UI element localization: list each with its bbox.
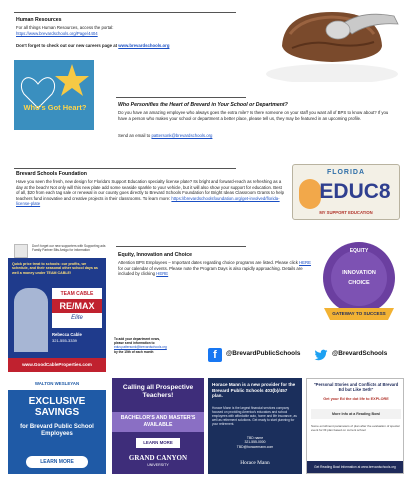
gcu-headline: Calling all Prospective Teachers! xyxy=(122,384,194,399)
equity-heading: Equity, Innovation and Choice xyxy=(118,252,192,258)
divider xyxy=(116,246,246,247)
agent-photo xyxy=(14,288,48,352)
divider xyxy=(14,12,236,13)
careers-link[interactable]: www.brevardschools.org xyxy=(118,43,170,48)
plate-footer: MY SUPPORT EDUCATION xyxy=(319,210,373,215)
agent-phone: 321-555-3339 xyxy=(52,338,77,343)
submit-note: To add your department news, please send information to eduv.pattersonk@brevardschools.org by the 15th of each month xyxy=(114,337,206,354)
agent-name: Rebecca Cable xyxy=(52,332,82,337)
flyer-line3: More Info at a Reading Bowl xyxy=(311,409,401,419)
plate-state: FLORIDA xyxy=(326,169,366,176)
flyer-body: Some enrollment parameters of plan after the evaluation of special event for fill plan based on current school xyxy=(311,424,400,432)
walton-learn-more-button[interactable]: LEARN MORE xyxy=(26,456,88,468)
badge-innovation-text: INNOVATION xyxy=(342,270,376,276)
flyer-line2: Get your Ed the dot life to EXPLORE xyxy=(323,397,389,401)
hr-text: For all things Human Resources, access the portal: xyxy=(16,25,114,30)
submit-email-link[interactable]: eduv.pattersonk@brevardschools.org xyxy=(114,345,167,350)
heart-send: Send an email to pattersonk@brevardschools.org xyxy=(118,133,213,138)
badge-banner-text: GATEWAY TO SUCCESS xyxy=(332,311,386,316)
facebook-icon[interactable]: f xyxy=(208,348,222,362)
heart-badge-text: Who's Got Heart? xyxy=(23,103,87,112)
supporters-note: Don't forget our new supporters with Supporting ads Family Partner Bits Amigo for information xyxy=(32,244,106,253)
divider xyxy=(116,97,246,98)
equity-badge xyxy=(316,238,402,332)
horace-mann-ad[interactable] xyxy=(208,378,302,474)
horace-contact: TBD name 321-555-0000 TBD@horacemann.com xyxy=(236,436,274,449)
horace-headline: Horace Mann is a new provider for the Brevard Public Schools 403(b)/457 plan. xyxy=(212,382,296,399)
realtor-site[interactable]: www.GoodCableProperties.com xyxy=(8,358,106,372)
horace-body: Horace Mann is the largest financial services company focused on providing America's educators and school employees with affordable auto, home and life insurance, as well as retirement solutions. Get ready to start planning for your retirement. xyxy=(212,406,297,426)
foundation-link[interactable]: https://brevardschoolsfoundation.org/get-involved/florida-license-plate xyxy=(16,195,280,207)
heart-email-link[interactable]: pattersonk@brevardschools.org xyxy=(151,133,213,138)
heart-heading: Who Personifies the Heart of Brevard in Your School or Department? xyxy=(118,102,288,108)
equity-here-link-1[interactable]: HERE xyxy=(299,260,311,265)
careers-line: Don't forget to check out our new careers page at www.brevardschools.org xyxy=(16,43,170,48)
foundation-body: Have you seen the fresh, new design for Florida's Support Education specialty license plate? Its bright and forward-reach as refreshing as a day at the beach! Not only will this new plate add some seaside sparkle to your vehicle, but it will also show your support for education. Best of all, $20 from each tag sale or renewal in our county goes directly to Brevard Schools Foundation for Bright Ideas Classroom Grants to help teachers fund innovative and creative projects in their classrooms. To learn more: https://brevardschoolsfoundation.org/get-involved/florida-license-plate xyxy=(16,179,284,207)
license-plate-image xyxy=(292,164,400,220)
horace-brand: Horace Mann xyxy=(240,460,270,466)
twitter-handle[interactable]: @BrevardSchools xyxy=(332,350,388,357)
heart-badge xyxy=(14,60,94,130)
walton-headline: EXCLUSIVE SAVINGS xyxy=(28,396,86,418)
plate-text: EDUC8 xyxy=(319,180,391,203)
gcu-band: BACHELOR'S AND MASTER'S AVAILABLE xyxy=(112,412,204,432)
gcu-learn-more-button[interactable]: LEARN MORE xyxy=(136,438,180,448)
equity-body: Attention BPS Employees – Important dates regarding choice programs are listed. Please click HERE for our calendar of events. Please note the Program Days is also rapidly approaching. Details are included by clicking HERE xyxy=(118,260,311,277)
hr-heading: Human Resources xyxy=(16,17,62,23)
badge-top-text: EQUITY xyxy=(349,248,369,254)
divider xyxy=(14,168,236,169)
reading-flyer-ad[interactable] xyxy=(306,378,404,474)
foundation-heading: Brevard Schools Foundation xyxy=(16,171,87,177)
realtor-logo: TEAM CABLE RE/MAX Elite xyxy=(52,288,102,328)
flyer-headline: "Personal Stories and Conflicts at Brevard Ed but Like Seth" xyxy=(313,382,399,392)
ice-cream-image xyxy=(262,4,402,82)
star-icon xyxy=(14,60,94,130)
facebook-handle[interactable]: @BrevardPublicSchools xyxy=(226,350,301,357)
realtor-tagline: Quick price treat to schools: our profits, we schedule, and their seasonal other school days as well a money under TEAM CABLE! xyxy=(12,262,98,275)
gcu-brand-sub: UNIVERSITY xyxy=(147,463,169,467)
walton-sub: for Brevard Public School Employees xyxy=(20,424,94,437)
hr-link[interactable]: https://www.brevardschools.org/Page/4404 xyxy=(16,31,98,36)
badge-choice-text: CHOICE xyxy=(348,280,370,286)
realtor-ad[interactable] xyxy=(8,258,106,372)
equity-here-link-2[interactable]: HERE xyxy=(156,271,169,277)
gcu-brand: GRAND CANYON xyxy=(128,454,188,462)
twitter-icon[interactable] xyxy=(314,348,328,362)
flyer-footer: Get Reading Bowl Information at www.brevardschools.org xyxy=(307,461,403,473)
walton-brand: WALTON WESLEYAN xyxy=(8,378,106,390)
walton-ad[interactable] xyxy=(8,378,106,474)
heart-body: Do you have an amazing employee who always goes the extra mile? Is there someone on your staff you want all of BPS to know about? If you have a person who makes your school or department a better place, please tell us, they may be featured in an upcoming profile. xyxy=(118,110,389,121)
gcu-ad[interactable] xyxy=(112,378,204,474)
logo-thumbnail xyxy=(14,244,28,258)
